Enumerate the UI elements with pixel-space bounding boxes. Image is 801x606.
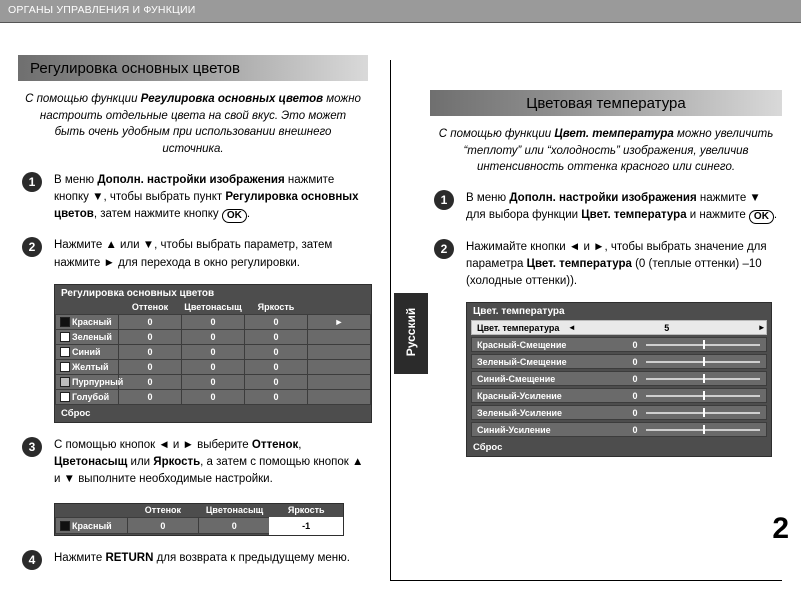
osd-basic-colors-header-row: [56, 301, 371, 315]
right-step-1: [430, 190, 782, 225]
osd-basic-colors-detail: [54, 503, 344, 536]
osd-slider-value: 0: [632, 356, 638, 367]
language-side-tab-label: Русский: [404, 307, 418, 357]
right-step-2-text: [466, 239, 782, 291]
osd-basic-colors-body: [56, 314, 371, 404]
color-swatch-icon: [60, 362, 70, 372]
osd-row-saturation[interactable]: 0: [182, 389, 245, 404]
osd-row-label: Зеленый: [72, 331, 112, 342]
right-intro-bold: Цвет. температура: [554, 128, 674, 140]
osd-color-temperature: [466, 302, 772, 457]
osd-color-temperature-reset[interactable]: Сброс: [467, 439, 771, 456]
left-step-4: [18, 550, 368, 580]
osd-row-brightness[interactable]: 0: [245, 329, 308, 344]
left-intro-bold: Регулировка основных цветов: [140, 93, 324, 105]
row-arrow-icon[interactable]: [308, 374, 371, 389]
color-swatch-icon: [60, 317, 70, 327]
left-step-3-body: С помощью кнопок ◄ и ► выберите Оттенок, Цветонасыщ или Яркость, а затем с помощью кнопок ▲ и ▼ выполните необходимые настройки.: [54, 438, 364, 486]
osd-slider-label: Синий-Усиление: [477, 424, 551, 435]
osd-col-hue: Оттенок: [119, 301, 182, 315]
osd-row-label: Красный: [72, 316, 112, 327]
section-title-basic-colors-label: Регулировка основных цветов: [30, 59, 240, 77]
page-header-title: ОРГАНЫ УПРАВЛЕНИЯ И ФУНКЦИИ: [8, 4, 196, 16]
osd-basic-colors-detail-table: [55, 504, 343, 535]
osd-detail-row-label: Красный: [72, 520, 112, 531]
row-arrow-icon[interactable]: ►: [308, 314, 371, 329]
osd-slider[interactable]: [646, 406, 760, 419]
osd-row-name: [56, 389, 119, 404]
osd-row-name: [56, 359, 119, 374]
left-step-2-number: 2: [22, 237, 42, 257]
osd-slider-value: 0: [632, 339, 638, 350]
osd-slider-label: Синий-Смещение: [477, 373, 556, 384]
osd-slider-label: Зеленый-Усиление: [477, 407, 563, 418]
right-step-1-text: В меню Дополн. настройки изображения нажмите ▼ для выбора функции Цвет. температура и нажмите OK .: [466, 192, 778, 223]
column-divider: [390, 60, 391, 580]
left-step-4-text: [54, 550, 368, 567]
right-intro-part1: С помощью функции: [438, 128, 555, 140]
osd-slider[interactable]: [646, 372, 760, 385]
page-number: 2: [772, 512, 789, 545]
row-arrow-icon[interactable]: [308, 389, 371, 404]
osd-row-saturation[interactable]: 0: [182, 344, 245, 359]
table-row[interactable]: [56, 344, 371, 359]
osd-slider-label: Красный-Смещение: [477, 339, 567, 350]
left-intro-paragraph: [24, 91, 362, 158]
right-column: [430, 90, 782, 457]
left-intro-part1: С помощью функции: [25, 93, 141, 105]
color-swatch-icon: [60, 377, 70, 387]
language-side-tab: [394, 293, 428, 374]
row-arrow-icon[interactable]: [308, 344, 371, 359]
table-row: [56, 518, 343, 534]
table-row[interactable]: [56, 359, 371, 374]
osd-detail-saturation-value[interactable]: 0: [199, 518, 271, 534]
osd-row-saturation[interactable]: 0: [182, 314, 245, 329]
osd-slider-row[interactable]: [471, 388, 767, 403]
slider-knob[interactable]: [703, 357, 705, 366]
osd-detail-brightness-value[interactable]: -1: [270, 518, 342, 534]
osd-basic-colors-table: [55, 301, 371, 405]
osd-slider-label: Красный-Усиление: [477, 390, 562, 401]
right-intro-paragraph: [436, 126, 776, 176]
section-title-color-temperature-label: Цветовая температура: [526, 94, 686, 112]
right-step-2-body: Нажимайте кнопки ◄ и ►, чтобы выбрать значение для параметра Цвет. температура (0 (теплые оттенки) –10 (холодные оттенки)).: [466, 240, 767, 288]
osd-row-label: Желтый: [72, 361, 109, 372]
osd-row-name: [56, 329, 119, 344]
osd-row-hue[interactable]: 0: [119, 329, 182, 344]
right-intro-part2: можно увеличить “теплоту” или “холодность” изображения, увеличив интенсивность оттенка красного или синего.: [463, 128, 774, 174]
left-step-3-number: 3: [22, 437, 42, 457]
table-row[interactable]: [56, 329, 371, 344]
osd-detail-hue-value[interactable]: 0: [127, 518, 199, 534]
osd-slider[interactable]: [646, 338, 760, 351]
slider-knob[interactable]: [703, 374, 705, 383]
slider-knob[interactable]: [703, 391, 705, 400]
osd-slider-row[interactable]: [471, 422, 767, 437]
left-step-4-number: 4: [22, 550, 42, 570]
left-step-1-text: В меню Дополн. настройки изображения нажмите кнопку ▼, чтобы выбрать пункт Регулировка основных цветов, затем нажмите кнопку OK .: [54, 173, 359, 222]
osd-row-hue[interactable]: 0: [119, 314, 182, 329]
osd-basic-colors-title: Регулировка основных цветов: [61, 287, 215, 299]
osd-detail-col-hue: Оттенок: [127, 504, 199, 518]
osd-row-brightness[interactable]: 0: [245, 389, 308, 404]
left-step-2-body: Нажмите ▲ или ▼, чтобы выбрать параметр, затем нажмите ► для перехода в окно регулировки.: [54, 239, 333, 269]
osd-row-saturation[interactable]: 0: [182, 359, 245, 374]
section-title-basic-colors: [18, 55, 368, 81]
osd-col-brightness: Яркость: [245, 301, 308, 315]
osd-col-saturation: Цветонасыщ: [182, 301, 245, 315]
left-intro-part2: можно настроить отдельные цвета на свой вкус. Это может быть очень удобным при использовании внешнего источника.: [39, 93, 361, 156]
osd-color-temperature-selected-value: 5: [664, 322, 670, 333]
osd-row-name: [56, 314, 119, 329]
osd-detail-header-row: [56, 504, 343, 518]
left-step-1-number: 1: [22, 172, 42, 192]
osd-slider-row[interactable]: [471, 337, 767, 352]
color-swatch-icon: [60, 332, 70, 342]
slider-knob[interactable]: [703, 340, 705, 349]
table-row[interactable]: [56, 389, 371, 404]
right-step-2-number: 2: [434, 239, 454, 259]
left-step-1: [18, 172, 368, 224]
osd-row-brightness[interactable]: 0: [245, 374, 308, 389]
osd-col-blank: [56, 301, 119, 315]
osd-row-name: [56, 374, 124, 389]
osd-slider[interactable]: [646, 423, 760, 436]
osd-detail-col-blank: [56, 504, 128, 518]
left-step-3: [18, 437, 368, 489]
osd-row-label: Синий: [72, 346, 101, 357]
left-step-2: [18, 237, 368, 272]
osd-slider-value: 0: [632, 407, 638, 418]
row-arrow-icon[interactable]: [308, 329, 371, 344]
section-title-color-temperature: [430, 90, 782, 116]
osd-basic-colors: [54, 284, 372, 423]
osd-row-saturation[interactable]: 0: [182, 374, 245, 389]
osd-detail-col-saturation: Цветонасыщ: [199, 504, 271, 518]
osd-slider[interactable]: [646, 389, 760, 402]
osd-detail-col-brightness: Яркость: [270, 504, 342, 518]
osd-slider-value: 0: [632, 390, 638, 401]
osd-color-temperature-rows: [467, 337, 771, 437]
osd-row-brightness[interactable]: 0: [245, 359, 308, 374]
osd-row-brightness[interactable]: 0: [245, 344, 308, 359]
osd-row-hue[interactable]: 0: [119, 389, 182, 404]
osd-slider-value: 0: [632, 373, 638, 384]
osd-row-label: Пурпурный: [72, 376, 124, 387]
osd-row-brightness[interactable]: 0: [245, 314, 308, 329]
page-header: [0, 0, 801, 23]
osd-slider-label: Зеленый-Смещение: [477, 356, 567, 367]
left-column: [18, 55, 368, 580]
osd-row-label: Голубой: [72, 391, 110, 402]
osd-row-name: [56, 344, 119, 359]
right-step-2: [430, 239, 782, 291]
osd-row-hue[interactable]: 0: [119, 359, 182, 374]
osd-slider-row[interactable]: [471, 405, 767, 420]
osd-color-temperature-selected-label: Цвет. температура: [477, 322, 560, 333]
table-row[interactable]: [56, 374, 371, 389]
row-arrow-icon[interactable]: [308, 359, 371, 374]
left-step-4-body: Нажмите RETURN для возврата к предыдущему меню.: [54, 551, 350, 564]
osd-basic-colors-reset[interactable]: Сброс: [55, 405, 371, 422]
osd-color-temperature-title: Цвет. температура: [473, 306, 565, 318]
osd-row-hue[interactable]: 0: [119, 344, 182, 359]
slider-knob[interactable]: [703, 425, 705, 434]
right-step-1-body: В меню Дополн. настройки изображения нажмите ▼ для выбора функции Цвет. температура и нажмите: [466, 192, 761, 222]
color-swatch-icon: [60, 392, 70, 402]
right-arrow-icon[interactable]: ►: [757, 323, 766, 333]
osd-slider-row[interactable]: [471, 371, 767, 386]
osd-slider-row[interactable]: [471, 354, 767, 369]
right-step-1-number: 1: [434, 190, 454, 210]
left-step-2-text: [54, 237, 368, 272]
osd-row-hue[interactable]: 0: [119, 374, 182, 389]
osd-col-arrow: [308, 301, 371, 315]
osd-slider[interactable]: [646, 355, 760, 368]
ok-button-icon: OK: [749, 210, 774, 224]
left-step-3-text: [54, 437, 368, 489]
osd-color-temperature-selected-row[interactable]: [471, 320, 767, 335]
osd-row-saturation[interactable]: 0: [182, 329, 245, 344]
left-arrow-icon[interactable]: ◄: [567, 323, 576, 333]
left-step-1-body: В меню Дополн. настройки изображения нажмите кнопку ▼, чтобы выбрать пункт Регулировка основных цветов, затем нажмите кнопку: [54, 173, 359, 221]
osd-detail-body: [56, 518, 343, 534]
slider-knob[interactable]: [703, 408, 705, 417]
osd-detail-row-name: [56, 518, 128, 534]
column-divider-bottom: [390, 580, 782, 581]
color-swatch-icon: [60, 521, 70, 531]
color-swatch-icon: [60, 347, 70, 357]
table-row[interactable]: [56, 314, 371, 329]
osd-slider-value: 0: [632, 424, 638, 435]
ok-button-icon: OK: [222, 209, 247, 223]
